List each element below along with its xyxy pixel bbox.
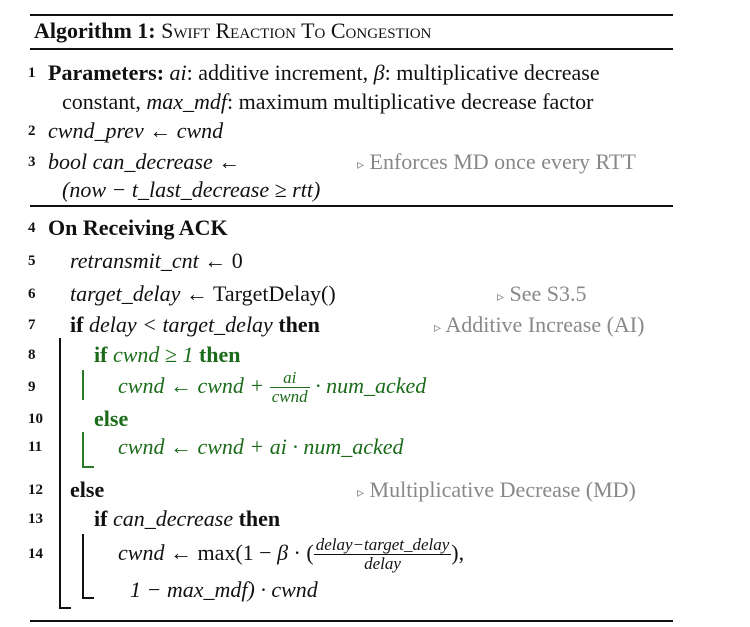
param-beta: β <box>373 60 385 85</box>
line-number: 13 <box>28 511 43 527</box>
block-bar-if-cwnd <box>82 370 84 400</box>
if-can-decrease-line <box>94 506 280 532</box>
line-number: 4 <box>28 220 36 236</box>
if-condition: cwnd ≥ 1 <box>112 342 199 367</box>
parameters-line-cont <box>62 89 594 115</box>
algorithm-label: Algorithm 1: <box>34 18 156 43</box>
ai-over-cwnd-fraction <box>270 369 310 406</box>
if-keyword: if <box>94 342 113 367</box>
can-decrease-cont: (now − t_last_decrease ≥ rtt) <box>62 177 321 202</box>
line-number: 14 <box>28 546 43 562</box>
beta-symbol: β <box>277 540 289 565</box>
comment-text: Multiplicative Decrease (MD) <box>369 477 636 502</box>
fraction-denominator: cwnd <box>271 387 308 407</box>
line-number: 9 <box>28 379 36 395</box>
block-bar-if-delay <box>59 338 61 608</box>
param-max-mdf: max_mdf <box>146 89 227 114</box>
retransmit-rest: ← 0 <box>198 248 243 273</box>
block-bar-else-green <box>82 432 84 467</box>
triangle-right-icon: ▹ <box>497 290 505 305</box>
cwnd-prev-line: cwnd_prev ← cwnd <box>48 118 224 143</box>
retransmit-var: retransmit_cnt <box>70 248 199 273</box>
max-function: max(1 − <box>197 540 278 565</box>
block-bar-if-can-decrease <box>82 534 84 598</box>
line-number: 8 <box>28 347 36 363</box>
line-number: 2 <box>28 123 36 139</box>
target-delay-line <box>70 281 336 307</box>
if-condition: can_decrease <box>112 506 239 531</box>
target-delay-rest: ← TargetDelay() <box>180 281 336 306</box>
delay-fraction <box>314 536 452 573</box>
if-keyword: if <box>70 312 89 337</box>
else-keyword: else <box>70 477 105 502</box>
comment-md <box>357 477 636 507</box>
line-number: 10 <box>28 411 43 427</box>
comment-text: Enforces MD once every RTT <box>369 149 636 174</box>
if-keyword: if <box>94 506 113 531</box>
fraction-numerator: delay−target_delay <box>315 535 450 555</box>
then-keyword: then <box>238 506 281 531</box>
comment-text: See S3.5 <box>509 281 587 306</box>
target-delay-var: target_delay <box>70 281 181 306</box>
triangle-right-icon: ▹ <box>434 321 442 336</box>
top-rule <box>30 14 673 16</box>
triangle-right-icon: ▹ <box>357 486 365 501</box>
fraction-denominator: delay <box>364 554 401 574</box>
on-receiving-ack: On Receiving ACK <box>48 215 228 240</box>
assign-arrow: ← <box>212 149 241 174</box>
line-number: 12 <box>28 482 43 498</box>
param-ai: ai <box>169 60 187 85</box>
block-bar-else-green-end <box>82 466 94 468</box>
param-beta-desc: : multiplicative decrease <box>384 60 600 85</box>
block-bar-if-can-decrease-end <box>82 597 94 599</box>
line-number: 6 <box>28 286 36 302</box>
line-number: 3 <box>28 154 36 170</box>
algorithm-caption <box>34 18 431 44</box>
bottom-rule <box>30 620 673 622</box>
else-green: else <box>94 406 129 431</box>
parameters-line <box>48 60 600 86</box>
cwnd-ai-frac-line <box>118 366 426 406</box>
param-cont-b: : maximum multiplicative decrease factor <box>226 89 594 114</box>
section-rule <box>30 205 673 207</box>
comment-md-rtt <box>357 149 636 179</box>
algorithm-title: Swift Reaction To Congestion <box>161 18 432 43</box>
if-delay-line <box>70 312 320 338</box>
fraction-numerator: ai <box>270 369 310 388</box>
assign-rhs: · num_acked <box>309 373 427 398</box>
comment-see-section <box>497 281 587 311</box>
param-ai-desc: : additive increment, <box>186 60 374 85</box>
line-number: 5 <box>28 253 36 269</box>
line-number: 7 <box>28 317 36 333</box>
line-number: 1 <box>28 65 36 81</box>
cwnd-md-cont: 1 − max_mdf) · cwnd <box>130 577 318 602</box>
caption-rule <box>30 48 673 50</box>
block-bar-if-delay-end <box>59 607 71 609</box>
if-condition: delay < target_delay <box>88 312 279 337</box>
if-cwnd-line <box>94 342 241 368</box>
cwnd-ai-line: cwnd ← cwnd + ai · num_acked <box>118 434 404 459</box>
assign-lhs: cwnd ← cwnd + <box>118 373 270 398</box>
can-decrease-var: can_decrease <box>92 149 213 174</box>
triangle-right-icon: ▹ <box>357 158 365 173</box>
param-cont-a: constant, <box>62 89 147 114</box>
close-paren: ), <box>451 540 465 565</box>
retransmit-line <box>70 248 243 274</box>
parameters-heading: Parameters: <box>48 60 165 85</box>
multiply-open: · ( <box>288 540 314 565</box>
can-decrease-line <box>48 149 240 175</box>
line-number: 11 <box>28 439 43 455</box>
assign-lhs: cwnd ← <box>118 540 198 565</box>
then-keyword: then <box>198 342 241 367</box>
then-keyword: then <box>278 312 320 337</box>
comment-ai <box>434 312 644 342</box>
bool-keyword: bool <box>48 149 93 174</box>
comment-text: Additive Increase (AI) <box>445 312 645 337</box>
cwnd-md-line <box>118 532 464 574</box>
